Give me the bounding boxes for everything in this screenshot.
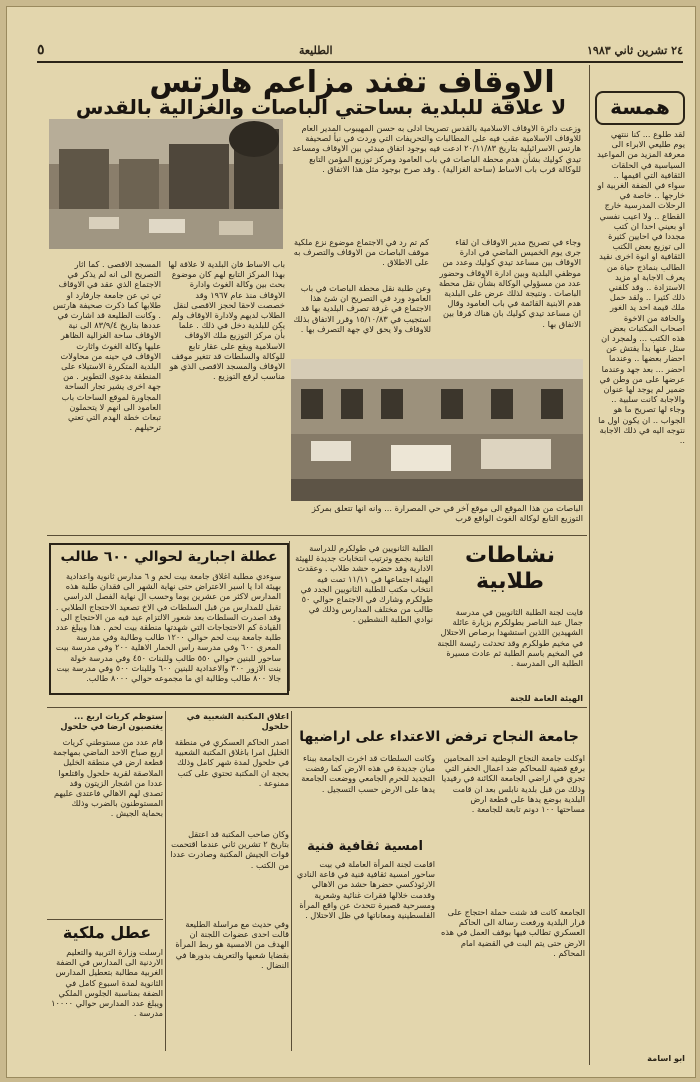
- section-divider-2: [47, 707, 587, 708]
- main-story-para2: وجاء في تصريح مدير الاوقاف ان لقاء جرى يوم الخميس الماضي في ادارة الاوقاف بين مساعد تيدي كوليك وعدد من موظفي البلدية وبين ادارة الاوقاف وحضور عدد من مسؤولي الوكالة بشأن نقل محطة الباصات . ونتيجة لذلك عرض على البلدية هدم الابنية القائمة في باب العامود وقال ان مساعد تيدي كوليك بان هناك فرقا بين الاتفاق بها .: [438, 237, 581, 329]
- lower-divider-1: [165, 711, 166, 1051]
- settlers-headline: ستوظم كريات اربع ... يغتصبون ارضا في حلحول: [60, 711, 163, 732]
- photo-bottom-image: [291, 359, 583, 501]
- main-story-para4: وعن طلبة نقل محطة الباصات في باب العامود ورد في التصريح ان شئ هذا الاجتماع في غرفة تصرف البلدية بها قد استجيب في ١٥/١٠/٨٣ وقرر الاتفاق بذلك للاوقاف ولا يحق لاي جهة التصرف بها .: [293, 283, 431, 334]
- najah-text-2: وكانت السلطات قد اخرت الجامعة ببناء مبان جديدة في هذه الارض كما رفضت التجديد للحرم الجامعي ووضعت الجامعة يدها على الارض حسب التسجيل .: [301, 753, 435, 794]
- newspaper-name: الطليعة: [298, 43, 333, 57]
- student-signature: الهيئة العامة للجنة: [510, 693, 583, 703]
- royal-holiday-text: ارسلت وزارة التربية والتعليم الاردنية الى المدارس في الضفة الغربية مطالبة بتعطيل المدارس الثانوية لمدة اسبوع كامل في الضفة بمناسبة الجلوس الملكي ويبلغ عدد المدارس حوالي ١٠٠٠٠ مدرسة .: [51, 947, 163, 1019]
- main-story-para1: وزعت دائرة الاوقاف الاسلامية بالقدس تصريحا ادلى به حسن المهيبوب المدير العام للاوقاف الاسلامية عقب فيه على المطالبات والتحريفات التي وردت في نبأ لصحيفة هارتس الاسرائيلية بتاريخ ٢٠/١١/٨٣ ادعت فيه بوجود اتفاق مبدئي بين الاوقاف ومساعد تيدي كوليك بشأن هدم محطة الباصات في باب العامود ومركز توزيع المؤمن التابع للوكالة قرب باب الاساط (ساحة الغزالية) . وقد صرح بوجود مثل هذا الاتفاق .: [292, 123, 581, 174]
- main-story-para3: كم تم رد في الاجتماع موضوع نزع ملكية موقف الباصات من الاوقاف والتصرف به على الاطلاق .: [293, 237, 429, 268]
- social-text-2: وفي حديث مع مراسلة الطليعة قالت احدى عضوات اللجنة ان الهدف من الامسية هو ربط المرأة بقضايا شعبها والتعريف بدورها في النضال .: [175, 919, 289, 970]
- page-header: [37, 39, 683, 63]
- forced-vacation-headline: عطلة اجبارية لحوالي ٦٠٠ طالب: [60, 549, 278, 565]
- column-signature: ابو اسامة: [647, 1053, 685, 1063]
- photo-caption: الباصات من هذا الموقع الى موقع آخر في حي المصرارة ... وانه انها تتعلق بمركز التوزيع التابع لوكالة الغوث الواقع قرب: [311, 503, 583, 524]
- section-divider-3: [47, 919, 163, 920]
- najah-headline: جامعة النجاح ترفض الاعتداء على اراضيها: [299, 729, 579, 745]
- section-divider: [47, 535, 587, 536]
- photo-top: [49, 119, 283, 249]
- najah-text-3: الجامعة كانت قد شنت حملة احتجاج على قرار البلدية ورفعت رسالة الى الحاكم العسكري تطالب فيها بوقف العمل في هذه الارض حتى يتم البت في القضية امام المحاكم .: [441, 907, 585, 958]
- middle-divider: [289, 541, 290, 691]
- student-text-1: الطلبة الثانويين في طولكرم للدراسة الثانية بجمع وترتيب انتخابات جديدة للهيئة الادارية وقد حضره حشد طلاب . وعقدت الهيئة اجتماعها في ١١/١١ تمت فيه انتخاب مكتب للطلبة الثانويين الجدد في طولكرم وشارك في الاجتماع حوالي ٥٠ طالب من مختلف المدارس وذلك في نوادي الطلبة النشطين .: [295, 543, 433, 625]
- main-subheadline: لا علاقة للبلدية بساحتي الباصات والغزالية بالقدس: [75, 95, 567, 119]
- photo-bottom: [291, 359, 583, 501]
- photo-top-image: [49, 119, 283, 249]
- student-text-2: فايت لجنة الطلبة الثانويين في مدرسة جمال عبد الناصر بطولكرم بزيارة عائلة الشهيدين اللذين استشهدا برصاص الاحتلال في مخيم طولكرم وقد تحدثت رئيسة اللجنة في المخيم باسم الطلبة ثم عادت مسيرة الطلبة الى المدرسة .: [437, 607, 583, 669]
- library-text-1: اصدر الحاكم العسكري في منطقة الخليل امرا باغلاق المكتبة الشعبية في حلحول لمدة شهر كامل وذلك بحجة ان المكتبة تحتوي على كتب ممنوعة .: [174, 737, 289, 788]
- main-story-para5: باب الاساط فان البلدية لا علاقة لها بهذا المركز التابع لهم كان موضوع بحث بين وكالة الغوث وادارة الاوقاف منذ عام ١٩٦٧ وقد خصصت لاحقا لحجز الاقصى لنقل الطلاب لديهم ولادارة الاوقاف ولم يكن للبلدية دخل في ذلك . علما بأن مركز التوزيع ملك الاوقاف الاسلامية ويقع على عقار تابع للوكالة والسلطات قد تتغير موقف الاوقاف والمسجد الاقصى الذي هو مناسب لرفع التوزيع .: [168, 259, 285, 382]
- library-text-2: وكان صاحب المكتبة قد اعتقل بتاريخ ٢ تشرين ثاني عندما اقتحمت قوات الجيش المكتبة وصادرت عددا من الكتب .: [170, 829, 289, 870]
- lower-divider-2: [291, 711, 292, 1051]
- cultural-evening-title: امسية ثقافية فنية: [307, 839, 423, 854]
- forced-vacation-text: سوءدي مطلبة اغلاق جامعة بيت لحم و ٦ مدارس ثانوية واعدادية بهيئة ادا يا اسير الاعتراض حتى نهاية الشهر الى فقدان طلبة هذه المدارس لاكثر من عشرين يوما وحسب ال نهاية الفصل الدراسي تقبل للمدارس من قبل السلطات في الاخ تصعيد الاحتجاج الطلابي . وقد اصدرت السلطات بعد شعور الالتزام عيد فيه من الاحتجاج الى القيادة كم الاحتجاجات التي شهدتها منطقة بيت لحم . هذا ويبلغ عدد طلبة جامعة بيت لحم حوالي ١٢٠٠ طالب وطالبة وفي مدرسة المعري ٦٠٠ وفي مدرسة راس الحمار الاهلية ٢٠٠ وفي مدرسة بيت ساحور للبنين حوالي ٥٥٠ طالب وللبنات ٤٥٠ وفي مدرسة خولة بنت الازور ٣٠٠ والاعدادية للبنين ٦٠٠ وللبنات ٥٠٠ وفي مدرسة بيت جالا ٨٠٠ طالب وطالبة اي ما مجموعه حوالي ٨٠٠٠ طالب.: [55, 571, 281, 684]
- cultural-evening-text: اقامت لجنة المرأة العاملة في بيت ساحور امسية ثقافية فنية في قاعة النادي الارثوذكسي حضرها حشد من الاهالي وقدمت خلالها فقرات غنائية وشعرية ومسرحية قصيرة تتحدث عن واقع المرأة الفلسطينية ومعاناتها في ظل الاحتلال .: [296, 859, 435, 921]
- column-title-box: [595, 91, 685, 125]
- column-divider: [589, 65, 590, 1065]
- najah-text-1: اوكلت جامعة النجاح الوطنية احد المحامين برفع قضية للمحاكم ضد اعمال الحفر التي تجري في اراضي الجامعة الكائنة في رفيديا وذلك من قبل بلدية نابلس بعد ان قامت البلدية بوضع يدها على قطعة ارض مساحتها ١٠٠ دونم تابعة للجامعة .: [441, 753, 585, 815]
- page-number: ٥: [37, 42, 45, 58]
- royal-holiday-title: عطل ملكية: [62, 923, 152, 942]
- issue-date: ٢٤ تشرين ثاني ١٩٨٣: [587, 43, 683, 57]
- main-story-para6: المسجد الاقصى . كما اثار التصريح الى انه لم يذكر في الاجتماع الذي عقد في الاوقاف تي تي عن جامعة جارفارد او طلابها كما ذكرت صحيفة هارتس . وكانت الطليعة قد اشارت في عددها بتاريخ ٨٣/٩/٤ الى نية الاوقاف ساحة الغزالية الظاهر عليها وكالة الغوث واثارت الاوقاف في حينه من محاولات البلدية المتكررة الاستيلاء على المنطقة بدعوى التطوير . من جهة اخرى يشير تجار الساحة المجاورة لموقع الساحات باب العامود الى انهم لا يتحملون تبعات خطة الهدم التي تعني ترحيلهم .: [53, 259, 161, 433]
- forced-vacation-box: [49, 543, 289, 695]
- settlers-text: قام عدد من مستوطني كريات اربع صباح الاحد الماضي بمهاجمة قطعة ارض في منطقة الخليل الملاصقة لقرية حلحول واقتلعوا عددا من اشجار الزيتون وقد تصدى لهم الاهالي فاعتدى عليهم المستوطنون بالضرب وذلك بحماية الجيش .: [52, 737, 163, 819]
- column-title: همسة: [610, 95, 670, 119]
- student-activities-title: نشاطات طلابية: [465, 543, 555, 594]
- main-headline: الاوقاف تفند مزاعم هارتس: [149, 65, 555, 100]
- library-headline: اعلاق المكتبة الشعبية في حلحول: [186, 711, 289, 732]
- column-text: لقد طلوع ... كنا ننتهي يوم طليعي الابراء الى معرفة المزيد من المواعيد السياسية في الحلقات الثقافية التي اقيمها .. سواء في الضفة الغربية او خارجها .. خاصة في الرحلات المدرسية خارج القطاع .. ولا اعيب نفسي او بعيني احدا ان كتب مجددا في احايين كثيرة الى توزيع بعض الكتب الثقافية او انوة اخرى نقيد الطالب بنماذج حياة من يعرف الاجابة او مزيد الاستزادة .. وقد كلفني ذلك كثيرا .. ولقد حمل ملك قيمة احد يد الغور والحافة من الاخوة اصحاب المكتبات بعض هذه الكتب ... ولمجرد ان سئل عنها بدأ يفتش عن احضار بعضها .. وعندما احضر ... بعد جهد وعندما عرضها على من وطن في ضمير لم يوجد لها عنوان والاجابة كانت سلبية .. وجاء لها تصريح ما هو الجواب .. ان يكون اول ما نتوجه اليه في ذلك الاجابة ..: [597, 129, 685, 446]
